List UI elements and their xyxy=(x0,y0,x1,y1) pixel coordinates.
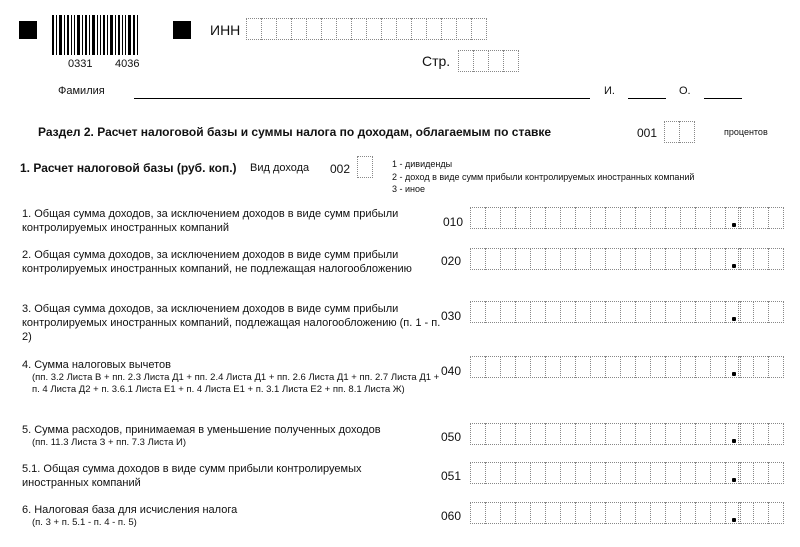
row-060-kopecks-field[interactable] xyxy=(738,502,784,524)
rate-field[interactable] xyxy=(664,121,695,143)
row-010-rubles-field[interactable] xyxy=(470,207,741,229)
section-title: Раздел 2. Расчет налоговой базы и суммы налога по доходам, облагаемым по ставке xyxy=(38,125,552,139)
row-010-decimal-dot xyxy=(732,223,736,227)
row-030-decimal-dot xyxy=(732,317,736,321)
row-050-rubles-field[interactable] xyxy=(470,423,741,445)
row-051-kopecks-field[interactable] xyxy=(738,462,784,484)
row-050-label xyxy=(22,423,442,449)
row-060-subtext: (п. 3 + п. 5.1 - п. 4 - п. 5) xyxy=(32,517,137,528)
row-051-label xyxy=(22,462,422,490)
row-040-decimal-dot xyxy=(732,372,736,376)
row-051-rubles-field[interactable] xyxy=(470,462,741,484)
row-060-code: 060 xyxy=(441,509,462,523)
row-040-label xyxy=(22,358,442,396)
income-type-field[interactable] xyxy=(357,156,373,178)
row-030-rubles-field[interactable] xyxy=(470,301,741,323)
row-010-text: 1. Общая сумма доходов, за исключением доходов в виде сумм прибыли контролируемых иностранных компаний xyxy=(22,208,399,234)
row-020-rubles-field[interactable] xyxy=(470,248,741,270)
registration-mark-right xyxy=(173,21,191,39)
income-type-label: Вид дохода xyxy=(250,162,310,174)
row-051-code: 051 xyxy=(441,469,462,483)
row-040-rubles-field[interactable] xyxy=(470,356,741,378)
row-030-label xyxy=(22,302,442,344)
page-number-field[interactable] xyxy=(458,50,519,72)
row-040-kopecks-field[interactable] xyxy=(738,356,784,378)
row-050-code: 050 xyxy=(441,430,462,444)
income-type-option-2: 2 - доход в виде сумм прибыли контролируемых иностранных компаний xyxy=(392,171,695,182)
barcode xyxy=(52,15,140,55)
income-type-option-3: 3 - иное xyxy=(392,184,426,194)
income-type-option-1: 1 - дивиденды xyxy=(392,159,453,169)
row-020-text: 2. Общая сумма доходов, за исключением доходов в виде сумм прибыли контролируемых иностранных компаний, не подлежащая налогообложению xyxy=(22,249,412,275)
row-060-label xyxy=(22,503,442,529)
inn-field[interactable] xyxy=(246,18,487,40)
row-051-text: 5.1. Общая сумма доходов в виде сумм прибыли контролируемых иностранных компаний xyxy=(22,463,362,489)
row-040-text: 4. Сумма налоговых вычетов xyxy=(22,359,172,371)
inn-label: ИНН xyxy=(210,22,241,38)
row-020-kopecks-field[interactable] xyxy=(738,248,784,270)
row-040-code: 040 xyxy=(441,364,462,378)
patronymic-field[interactable] xyxy=(704,98,742,99)
row-051-decimal-dot xyxy=(732,478,736,482)
rate-code: 001 xyxy=(637,126,658,140)
row-050-kopecks-field[interactable] xyxy=(738,423,784,445)
row-010-label xyxy=(22,207,442,235)
registration-mark-left xyxy=(19,21,37,39)
row-060-text: 6. Налоговая база для исчисления налога xyxy=(22,504,238,516)
income-type-code: 002 xyxy=(330,162,351,176)
row-010-kopecks-field[interactable] xyxy=(738,207,784,229)
barcode-number-left: 0331 xyxy=(68,58,93,70)
row-060-rubles-field[interactable] xyxy=(470,502,741,524)
row-020-decimal-dot xyxy=(732,264,736,268)
base-title: 1. Расчет налоговой базы (руб. коп.) xyxy=(20,161,237,175)
row-030-kopecks-field[interactable] xyxy=(738,301,784,323)
name-field[interactable] xyxy=(628,98,666,99)
page-label: Стр. xyxy=(422,53,451,69)
barcode-number-right: 4036 xyxy=(115,58,140,70)
row-030-text: 3. Общая сумма доходов, за исключением доходов в виде сумм прибыли контролируемых иностранных компаний, подлежащая налогообложению (п. 1 - п. 2) xyxy=(22,303,441,343)
patronymic-label: О. xyxy=(679,85,691,97)
row-050-subtext: (пп. 11.3 Листа З + пп. 7.3 Листа И) xyxy=(32,437,187,448)
row-060-decimal-dot xyxy=(732,518,736,522)
row-040-subtext: (пп. 3.2 Листа В + пп. 2.3 Листа Д1 + пп. 2.4 Листа Д1 + пп. 2.6 Листа Д1 + пп. 2.7 Листа Д1 + п. 4 Листа Д2 + п. 3.6.1 Листа Е1 + п. 4 Листа Е1 + п. 3.1 Листа Е2 + пп. 8.1 Листа Ж) xyxy=(32,372,440,395)
row-030-code: 030 xyxy=(441,309,462,323)
income-type-options xyxy=(392,158,694,196)
row-050-decimal-dot xyxy=(732,439,736,443)
row-020-label xyxy=(22,248,422,276)
surname-label: Фамилия xyxy=(58,85,105,97)
row-050-text: 5. Сумма расходов, принимаемая в уменьшение полученных доходов xyxy=(22,424,381,436)
row-010-code: 010 xyxy=(443,215,464,229)
row-020-code: 020 xyxy=(441,254,462,268)
surname-field[interactable] xyxy=(134,98,590,99)
rate-unit: процентов xyxy=(724,127,768,137)
name-label: И. xyxy=(604,85,615,97)
